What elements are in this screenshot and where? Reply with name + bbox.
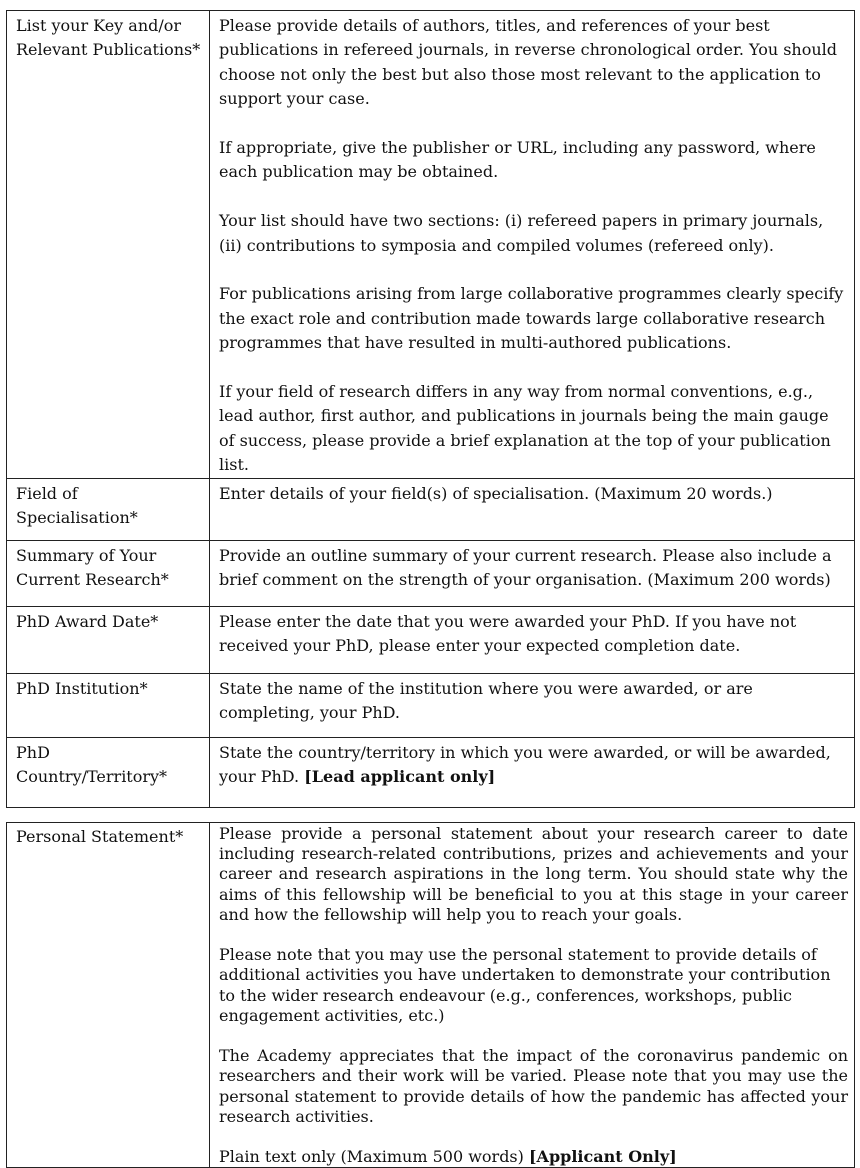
row-label: PhD Country/Territory* bbox=[7, 737, 210, 807]
row-description: Enter details of your field(s) of specialisation. (Maximum 20 words.) bbox=[210, 478, 855, 540]
applicant-note: [Applicant Only] bbox=[528, 1147, 677, 1167]
row-description bbox=[210, 11, 855, 479]
paragraph: The Academy appreciates that the impact of the coronavirus pandemic on researchers and their work will be varied. Please note that you may use the personal statement to provide details of how the pandemic has affected your research activities. bbox=[219, 1046, 848, 1126]
row-description: Please enter the date that you were awarded your PhD. If you have not received your PhD, please enter your expected completion date. bbox=[210, 606, 855, 673]
requirements-table bbox=[6, 10, 855, 808]
row-description: State the name of the institution where you were awarded, or are completing, your PhD. bbox=[210, 673, 855, 737]
paragraph: Please provide details of authors, titles, and references of your best publications in refereed journals, in reverse chronological order. You should choose not only the best but also those most relevant to the application to support your case. bbox=[219, 16, 838, 109]
paragraph: Your list should have two sections: (i) refereed papers in primary journals, (ii) contributions to symposia and compiled volumes (refereed only). bbox=[219, 211, 824, 255]
table-row bbox=[7, 478, 855, 540]
paragraph bbox=[219, 1147, 848, 1167]
row-description bbox=[210, 823, 855, 1168]
word-limit-text: Plain text only (Maximum 500 words) bbox=[219, 1147, 524, 1167]
row-label: PhD Institution* bbox=[7, 673, 210, 737]
row-label: Personal Statement* bbox=[7, 823, 210, 1168]
table-row bbox=[7, 540, 855, 606]
row-label: Field of Specialisation* bbox=[7, 478, 210, 540]
row-label: PhD Award Date* bbox=[7, 606, 210, 673]
table-row bbox=[7, 11, 855, 479]
row-label: Summary of Your Current Research* bbox=[7, 540, 210, 606]
paragraph: If appropriate, give the publisher or URL, including any password, where each publication may be obtained. bbox=[219, 138, 816, 182]
table-row bbox=[7, 823, 855, 1168]
table-row bbox=[7, 737, 855, 807]
paragraph: Please note that you may use the personal statement to provide details of additional activities you have undertaken to demonstrate your contribution to the wider research endeavour (e.g., conferences, workshops, public engagement activities, etc.) bbox=[219, 945, 831, 1025]
paragraph: Please provide a personal statement about your research career to date including research-related contributions, prizes and achievements and your career and research aspirations in the long term. You should state why the aims of this fellowship will be beneficial to you at this stage in your career and how the fellowship will help you to reach your goals. bbox=[219, 824, 848, 924]
table-row bbox=[7, 606, 855, 673]
row-description bbox=[210, 737, 855, 807]
row-label: List your Key and/or Relevant Publications* bbox=[7, 11, 210, 479]
paragraph: If your field of research differs in any way from normal conventions, e.g., lead author, first author, and publications in journals being the main gauge of success, please provide a brief explanation at the top of your publication list. bbox=[219, 382, 831, 475]
table-row bbox=[7, 673, 855, 737]
paragraph: For publications arising from large collaborative programmes clearly specify the exact role and contribution made towards large collaborative research programmes that have resulted in multi-authored publications. bbox=[219, 284, 844, 353]
applicant-note: [Lead applicant only] bbox=[304, 767, 496, 787]
row-description: Provide an outline summary of your current research. Please also include a brief comment on the strength of your organisation. (Maximum 200 words) bbox=[210, 540, 855, 606]
description-text: State the country/territory in which you were awarded, or will be awarded, your PhD. bbox=[219, 742, 831, 787]
personal-statement-table bbox=[6, 822, 855, 1168]
